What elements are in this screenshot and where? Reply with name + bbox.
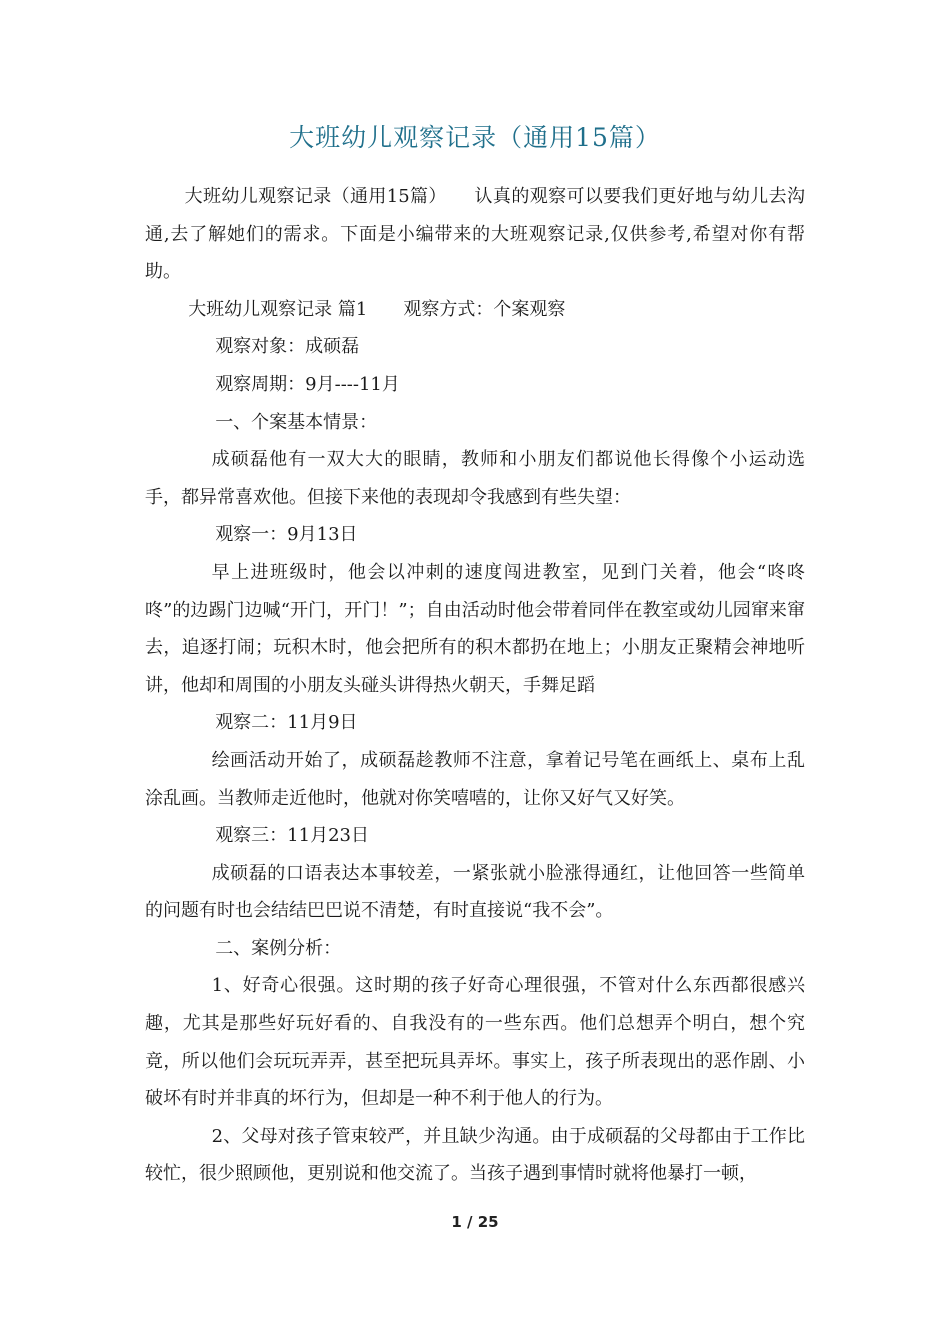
- document-body: [145, 178, 805, 1193]
- observation-period: 观察周期：9月----11月: [215, 373, 400, 395]
- observation-one-paragraph: 早上进班级时，他会以冲刺的速度闯进教室，见到门关着，他会“咚咚咚”的边踢门边喊“开门，开门！”；自由活动时他会带着同伴在教室或幼儿园窜来窜去，追逐打闹；玩积木时，他会把所有的积木都扔在地上；小朋友正聚精会神地听讲，他却和周围的小朋友头碰头讲得热火朝天，手舞足蹈: [145, 561, 805, 696]
- basic-situation-heading: 一、个案基本情景：: [215, 411, 378, 433]
- analysis-point-one: 1、好奇心很强。这时期的孩子好奇心理很强，不管对什么东西都很感兴趣，尤其是那些好玩好看的、自我没有的一些东西。他们总想弄个明白，想个究竟，所以他们会玩玩弄弄，甚至把玩具弄坏。事实上，孩子所表现出的恶作剧、小破坏有时并非真的坏行为，但却是一种不利于他人的行为。: [145, 975, 805, 1110]
- basic-situation-paragraph: 成硕磊他有一双大大的眼睛，教师和小朋友们都说他长得像个小运动选手，都异常喜欢他。但接下来他的表现却令我感到有些失望：: [145, 449, 805, 508]
- observation-two-heading: 观察二：11月9日: [215, 712, 358, 734]
- observation-three-heading: 观察三：11月23日: [215, 825, 369, 847]
- observation-one-heading: 观察一：9月13日: [215, 524, 358, 546]
- document-title: 大班幼儿观察记录（通用15篇）: [289, 123, 661, 152]
- observation-three-paragraph: 成硕磊的口语表达本事较差，一紧张就小脸涨得通红，让他回答一些简单的问题有时也会结结巴巴说不清楚，有时直接说“我不会”。: [145, 862, 805, 922]
- intro-paragraph: 大班幼儿观察记录（通用15篇） 认真的观察可以要我们更好地与幼儿去沟通,去了解她们的需求。下面是小编带来的大班观察记录,仅供参考,希望对你有帮助。: [145, 186, 805, 283]
- observation-target: 观察对象：成硕磊: [215, 336, 360, 358]
- observation-two-paragraph: 绘画活动开始了，成硕磊趁教师不注意，拿着记号笔在画纸上、桌布上乱涂乱画。当教师走近他时，他就对你笑嘻嘻的，让你又好气又好笑。: [145, 749, 805, 809]
- case-analysis-heading: 二、案例分析：: [215, 937, 342, 959]
- section-heading-1: 大班幼儿观察记录 篇1 观察方式：个案观察: [188, 298, 566, 320]
- page-indicator: 1 / 25: [451, 1213, 499, 1231]
- analysis-point-two: 2、父母对孩子管束较严，并且缺少沟通。由于成硕磊的父母都由于工作比较忙，很少照顾他，更别说和他交流了。当孩子遇到事情时就将他暴打一顿，: [145, 1125, 805, 1185]
